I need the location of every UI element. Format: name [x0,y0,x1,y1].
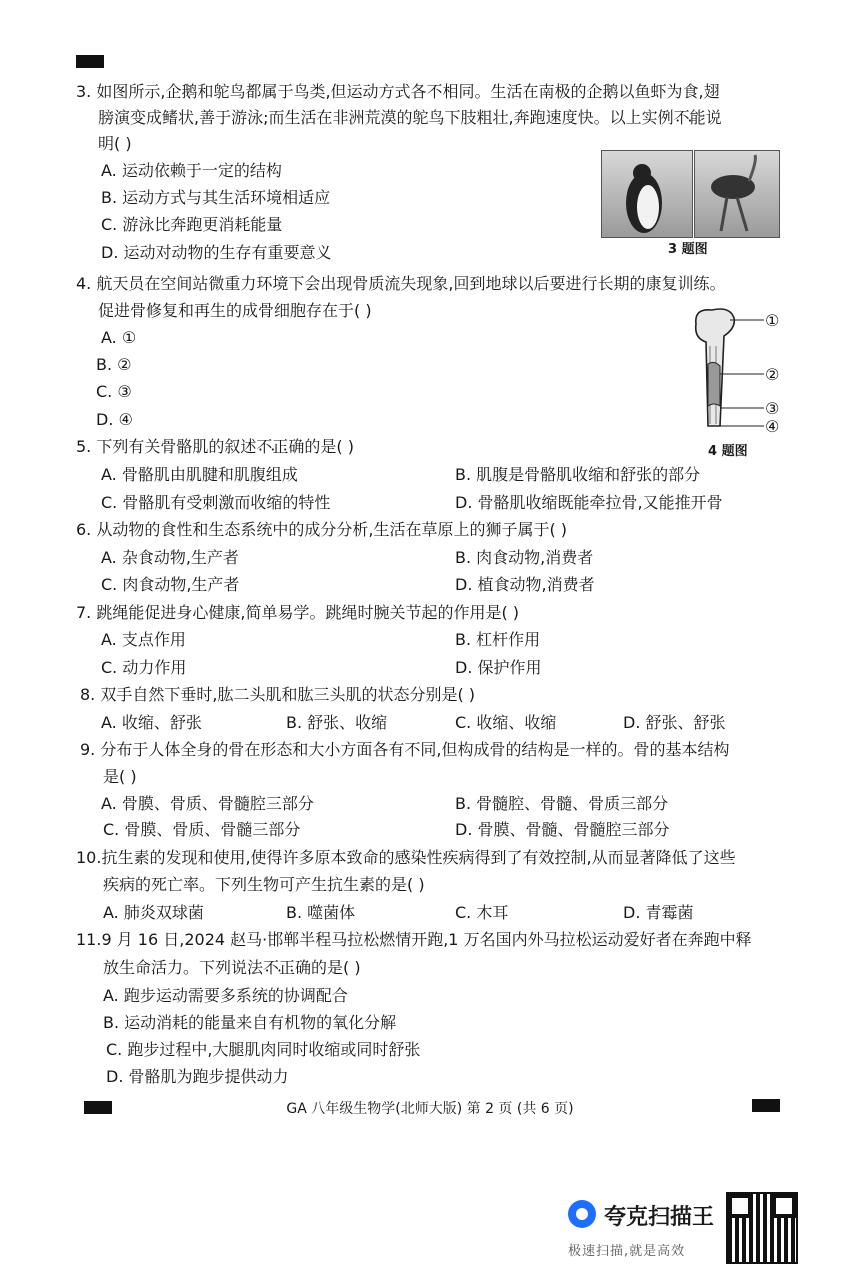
bone-label-3: ③ [765,399,780,418]
q8-option-b: B. 舒张、收缩 [286,713,388,732]
q10-option-c: C. 木耳 [455,903,509,922]
q8-option-a: A. 收缩、舒张 [101,713,202,732]
q6-option-a: A. 杂食动物,生产者 [101,548,239,567]
q10-option-b: B. 噬菌体 [286,903,356,922]
q4-option-a: A. ① [101,328,137,347]
q3-option-b: B. 运动方式与其生活环境相适应 [101,188,331,207]
q3-option-c: C. 游泳比奔跑更消耗能量 [101,215,283,234]
scanner-slogan: 极速扫描,就是高效 [568,1244,686,1259]
q10-stem-line1: 10.抗生素的发现和使用,使得许多原本致命的感染性疾病得到了有效控制,从而显著降低了这些 [76,848,736,867]
q7-stem: 7. 跳绳能促进身心健康,简单易学。跳绳时腕关节起的作用是( ) [76,603,520,622]
q6-option-c: C. 肉食动物,生产者 [101,575,240,594]
q9-stem-line1: 9. 分布于人体全身的骨在形态和大小方面各有不同,但构成骨的结构是一样的。骨的基本结构 [80,740,730,759]
q4-option-b: B. ② [96,355,132,374]
q9-stem-line2: 是( ) [103,767,137,786]
q5-option-c: C. 骨骼肌有受刺激而收缩的特性 [101,493,331,512]
q7-option-c: C. 动力作用 [101,658,187,677]
q5-option-d: D. 骨骼肌收缩既能牵拉骨,又能推开骨 [455,493,723,512]
q4-stem-line2: 促进骨修复和再生的成骨细胞存在于( ) [98,301,372,320]
penguin-photo [601,150,693,238]
q11-stem-line2: 放生命活力。下列说法不正确 • • •的是( ) [103,955,361,981]
emphasis-not-correct: 不正确 • • • [263,958,311,977]
q8-option-d: D. 舒张、舒张 [623,713,726,732]
q9-option-a: A. 骨膜、骨质、骨髓腔三部分 [101,794,314,813]
page-footer: GA 八年级生物学(北师大版) 第 2 页 (共 6 页) [286,1101,574,1117]
ostrich-photo [694,150,780,238]
q6-stem: 6. 从动物的食性和生态系统中的成分分析,生活在草原上的狮子属于( ) [76,520,568,539]
q8-stem: 8. 双手自然下垂时,肱二头肌和肱三头肌的状态分别是( ) [80,685,476,704]
q6-option-b: B. 肉食动物,消费者 [455,548,594,567]
q3-stem-line3: 明( ) [98,134,132,153]
q10-stem-line2: 疾病的死亡率。下列生物可产生抗生素的是( ) [103,875,425,894]
bone-label-4: ④ [765,417,780,436]
q11-option-a: A. 跑步运动需要多系统的协调配合 [103,986,348,1005]
q3-option-d: D. 运动对动物的生存有重要意义 [101,243,332,262]
q10-option-d: D. 青霉菌 [623,903,694,922]
q9-option-b: B. 骨髓腔、骨髓、骨质三部分 [455,794,669,813]
q4-figure-caption: 4 题图 [708,444,748,459]
scanner-brand-name: 夸克扫描王 [604,1205,715,1230]
q7-option-b: B. 杠杆作用 [455,630,541,649]
q11-option-c: C. 跑步过程中,大腿肌肉同时收缩或同时舒张 [106,1040,421,1059]
q11-option-d: D. 骨骼肌为跑步提供动力 [106,1067,289,1086]
emphasis-not: 不能 • • [674,108,706,127]
q9-option-c: C. 骨膜、骨质、骨髓三部分 [103,820,301,839]
q5-stem: 5. 下列有关骨骼肌的叙述不正确 • • •的是( ) [76,434,354,460]
q3-figure-caption: 3 题图 [668,242,708,257]
q4-stem-line1: 4. 航天员在空间站微重力环境下会出现骨质流失现象,回到地球以后要进行长期的康复训练。 [76,274,726,293]
q7-option-d: D. 保护作用 [455,658,542,677]
q10-option-a: A. 肺炎双球菌 [103,903,204,922]
quark-scanner-logo-icon [568,1200,596,1228]
bone-label-1: ① [765,311,780,330]
q11-option-b: B. 运动消耗的能量来自有机物的氧化分解 [103,1013,397,1032]
bone-label-2: ② [765,365,780,384]
emphasis-not-correct: 不正确 • • • [256,437,304,456]
q9-option-d: D. 骨膜、骨髓、骨髓腔三部分 [455,820,670,839]
q7-option-a: A. 支点作用 [101,630,186,649]
q8-option-c: C. 收缩、收缩 [455,713,557,732]
q3-stem-line2: 膀演变成鳍状,善于游泳;而生活在非洲荒漠的鸵鸟下肢粗壮,奔跑速度快。以上实例不能 • •说 [98,105,722,131]
q6-option-d: D. 植食动物,消费者 [455,575,595,594]
q5-option-b: B. 肌腹是骨骼肌收缩和舒张的部分 [455,465,701,484]
qr-code-icon [726,1192,798,1264]
q5-option-a: A. 骨骼肌由肌腱和肌腹组成 [101,465,298,484]
q4-option-c: C. ③ [96,382,132,401]
q3-option-a: A. 运动依赖于一定的结构 [101,161,282,180]
q3-stem-line1: 3. 如图所示,企鹅和鸵鸟都属于鸟类,但运动方式各不相同。生活在南极的企鹅以鱼虾为食,翅 [76,82,720,101]
q4-option-d: D. ④ [96,410,133,429]
q11-stem-line1: 11.9 月 16 日,2024 赵马·邯郸半程马拉松燃情开跑,1 万名国内外马拉松运动爱好者在奔跑中释 [76,930,752,949]
registration-mark-top-left [76,55,104,68]
